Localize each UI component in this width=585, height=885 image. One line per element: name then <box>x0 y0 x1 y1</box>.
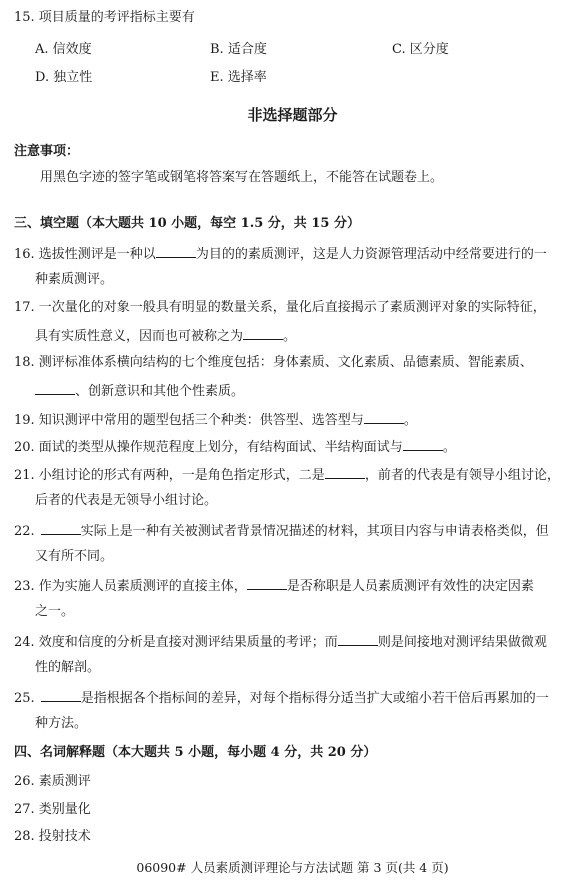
q16-line2: 种素质测评。 <box>35 272 114 287</box>
q16-line1: 16. 选拔性测评是一种以 为目的的素质测评，这是人力资源管理活动中经常要进行的一 <box>14 247 547 262</box>
q23-line2: 之一。 <box>35 604 75 619</box>
answer-blank <box>338 633 378 646</box>
q15-option-d: D. 独立性 <box>35 70 93 85</box>
q27: 27. 类别量化 <box>14 802 91 817</box>
answer-blank <box>243 327 283 340</box>
q25-line1: 25. 是指根据各个指标间的差异，对每个指标得分适当扩大或缩小若干倍后再累加的一 <box>14 691 549 706</box>
q18-line2: 、创新意识和其他个性素质。 <box>35 382 244 400</box>
q24-line2: 性的解剖。 <box>35 660 101 675</box>
answer-blank <box>364 411 404 424</box>
q24-line1: 24. 效度和信度的分析是直接对测评结果质量的考评；而 则是间接地对测评结果做微观 <box>14 635 547 650</box>
answer-blank <box>35 382 75 395</box>
q15-option-c: C. 区分度 <box>392 42 449 57</box>
answer-blank <box>41 522 81 535</box>
q21-line2: 后者的代表是无领导小组讨论。 <box>35 493 218 508</box>
notice-title: 注意事项： <box>14 144 80 159</box>
q21-line1: 21. 小组讨论的形式有两种，一是角色指定形式，二是 ，前者的代表是有领导小组讨论， <box>14 468 560 483</box>
section4-title: 四、名词解释题（本大题共 5 小题，每小题 4 分，共 20 分） <box>14 745 377 760</box>
section3-title: 三、填空题（本大题共 10 小题，每空 1.5 分，共 15 分） <box>14 216 360 231</box>
q19: 19. 知识测评中常用的题型包括三个种类：供答型、选答型与 。 <box>14 413 417 428</box>
answer-blank <box>41 689 81 702</box>
notice-text: 用黑色字迹的签字笔或钢笔将答案写在答题纸上，不能答在试题卷上。 <box>40 170 444 185</box>
q15-stem: 15. 项目质量的考评指标主要有 <box>14 10 195 25</box>
answer-blank <box>325 466 365 479</box>
answer-blank <box>247 577 287 590</box>
q15-option-b: B. 适合度 <box>210 42 267 57</box>
q20: 20. 面试的类型从操作规范程度上划分，有结构面试、半结构面试与 。 <box>14 440 456 455</box>
q18-line1: 18. 测评标准体系横向结构的七个维度包括：身体素质、文化素质、品德素质、智能素质、 <box>14 355 533 370</box>
q26: 26. 素质测评 <box>14 774 91 789</box>
q17-line2: 具有实质性意义，因而也可被称之为 。 <box>35 329 297 344</box>
answer-blank <box>403 438 443 451</box>
q25-line2: 种方法。 <box>35 716 88 731</box>
page-footer: 06090# 人员素质测评理论与方法试题 第 3 页(共 4 页) <box>136 860 449 875</box>
q15-option-e: E. 选择率 <box>210 70 267 85</box>
answer-blank <box>156 245 196 258</box>
q28: 28. 投射技术 <box>14 829 91 844</box>
q15-option-a: A. 信效度 <box>35 42 92 57</box>
q22-line2: 又有所不同。 <box>35 549 114 564</box>
q22-line1: 22. 实际上是一种有关被测试者背景情况描述的材料，其项目内容与申请表格类似，但 <box>14 524 549 539</box>
q23-line1: 23. 作为实施人员素质测评的直接主体， 是否称职是人员素质测评有效性的决定因素 <box>14 579 534 594</box>
non-choice-title: 非选择题部分 <box>247 106 338 124</box>
q17-line1: 17. 一次量化的对象一般具有明显的数量关系，量化后直接揭示了素质测评对象的实际特征， <box>14 300 546 315</box>
